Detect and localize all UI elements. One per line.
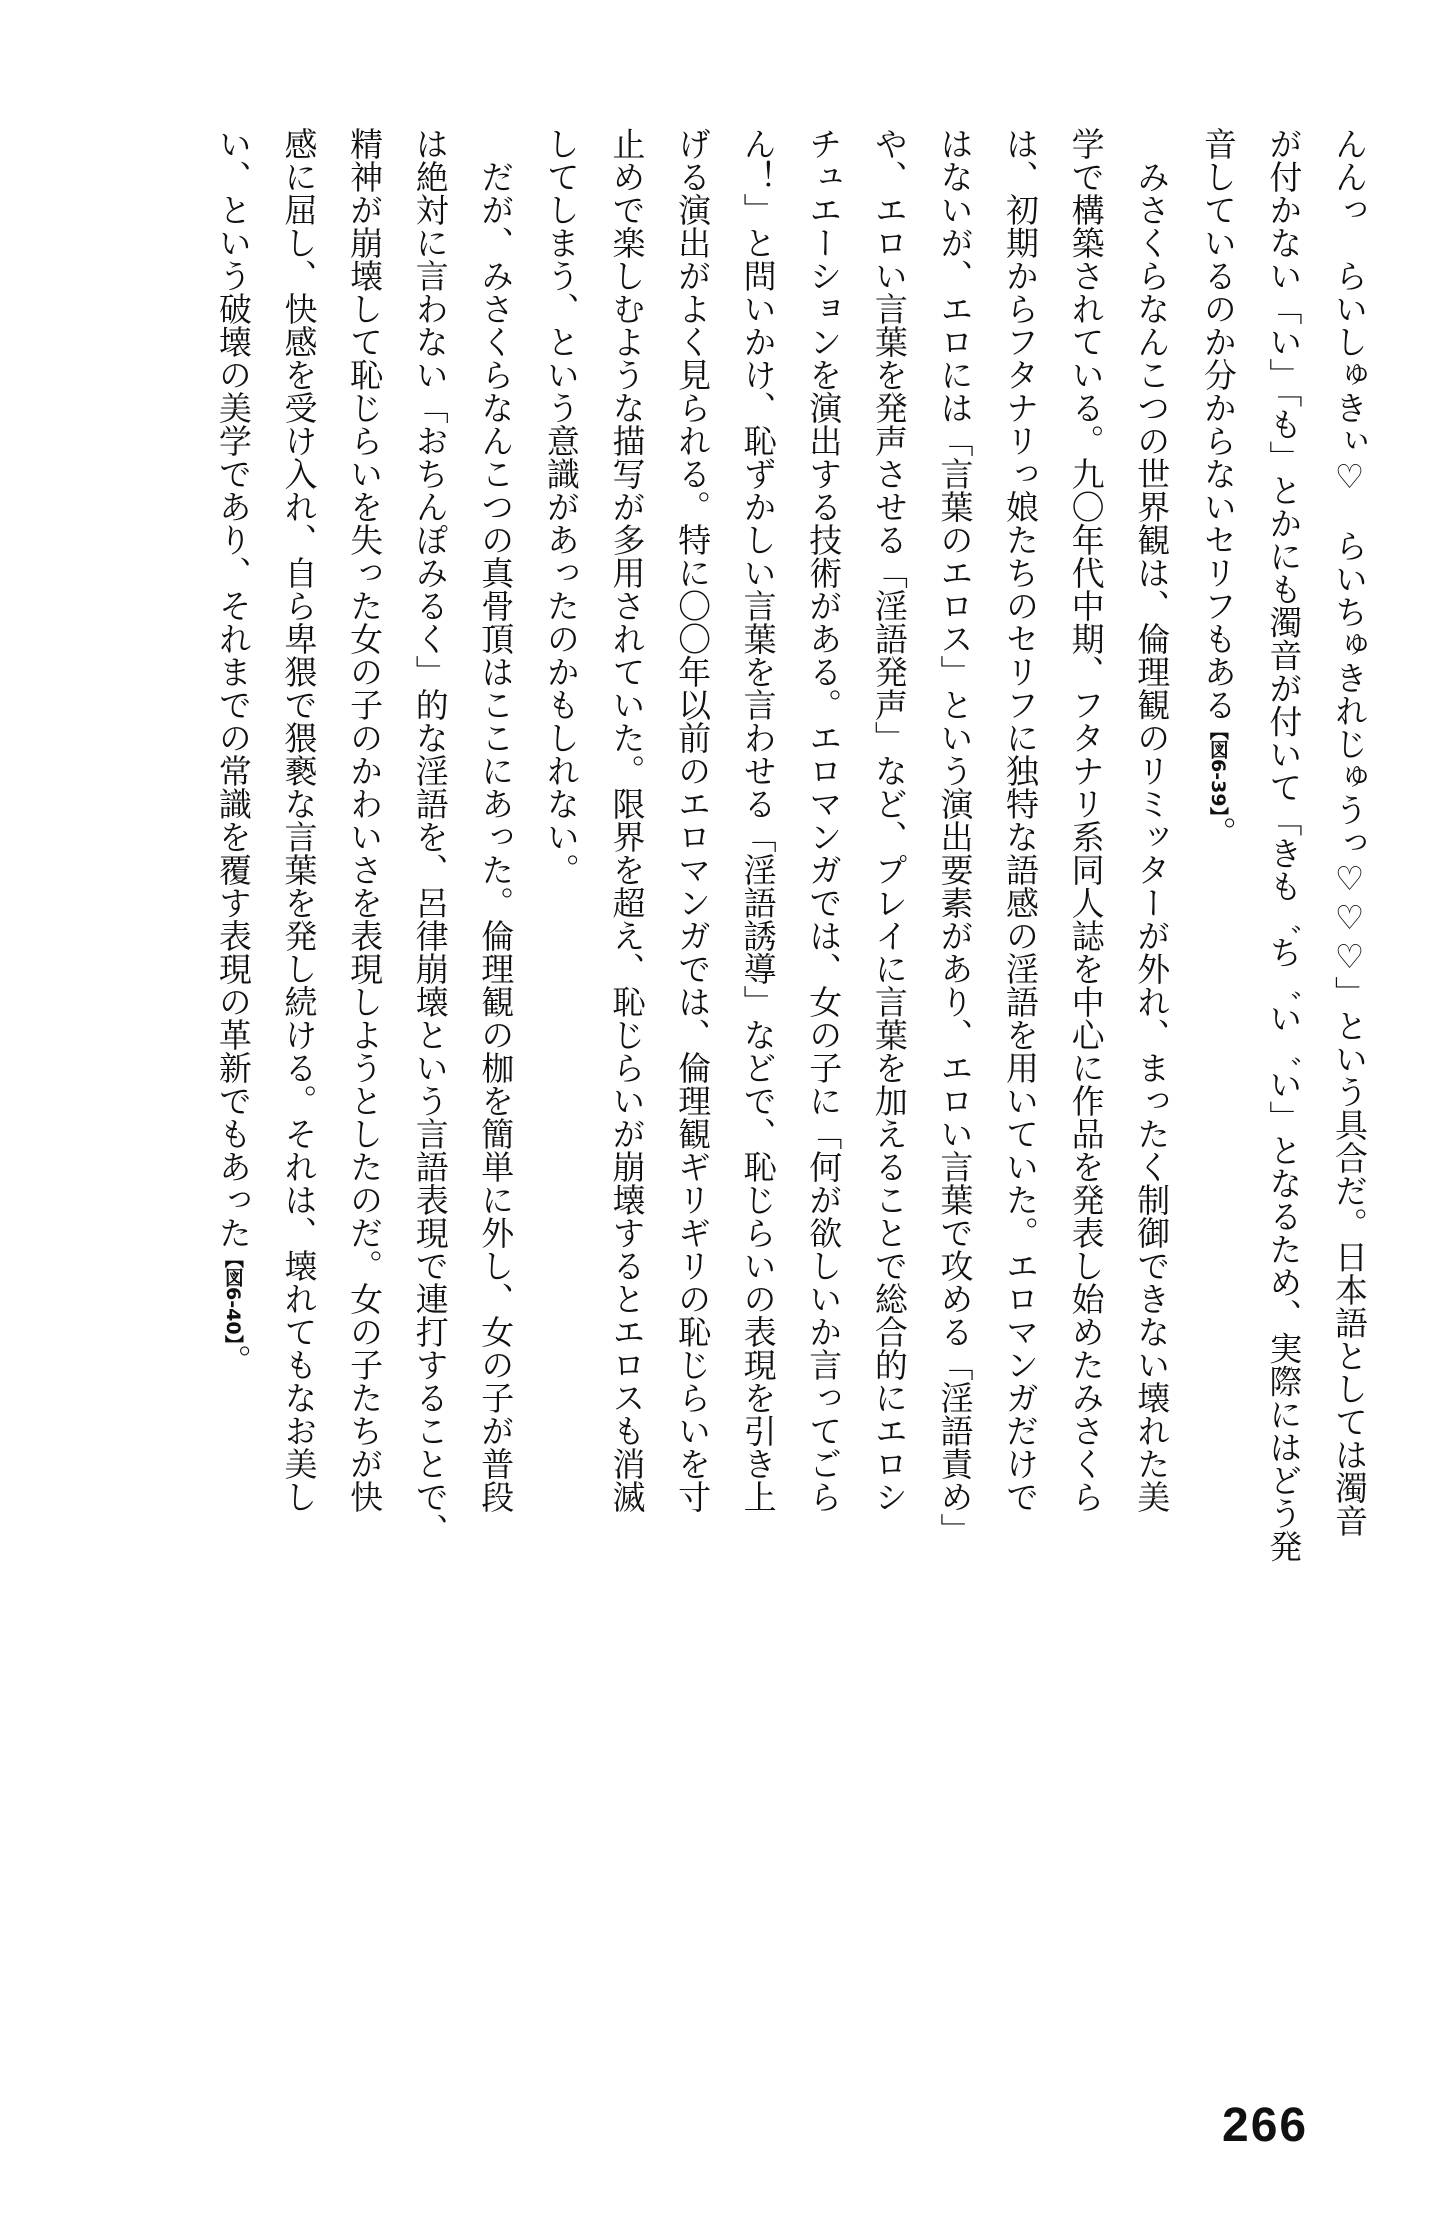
text-line bbox=[1119, 127, 1185, 1513]
line-text: 精神が崩壊して恥じらいを失った女の子のかわいさを表現しようとしたのだ。女の子たちが快 bbox=[345, 127, 385, 1513]
text-line bbox=[1316, 127, 1382, 1537]
figure-reference: 【図6-39】 bbox=[1206, 721, 1229, 817]
line-text: んんっ らいしゅきぃ♡ らいちゅきれじゅうっ♡♡♡」という具合だ。日本語としては濁音 bbox=[1330, 127, 1369, 1537]
line-text: 止めで楽しむような描写が多用されていた。限界を超え、恥じらいが崩壊するとエロスも消滅 bbox=[607, 127, 647, 1513]
line-text: チュエーションを演出する技術がある。エロマンガでは、女の子に「何が欲しいか言ってごら bbox=[804, 127, 844, 1513]
line-text: ん！」と問いかけ、恥ずかしい言葉を言わせる「淫語誘導」などで、恥じらいの表現を引き上 bbox=[738, 127, 778, 1513]
line-text: だが、みさくらなんこつの真骨頂はここにあった。倫理観の枷を簡単に外し、女の子が普段 bbox=[476, 127, 516, 1513]
line-text: げる演出がよく見られる。特に〇〇年以前のエロマンガでは、倫理観ギリギリの恥じらいを寸 bbox=[673, 127, 713, 1513]
text-line bbox=[199, 127, 266, 1457]
text-line bbox=[856, 127, 922, 1513]
line-text: はないが、エロには「言葉のエロス」という演出要素があり、エロい言葉で攻める「淫語責め」 bbox=[935, 127, 975, 1546]
text-line bbox=[987, 127, 1053, 1513]
text-line bbox=[463, 127, 529, 1513]
line-text: 感に屈し、快感を受け入れ、自ら卑猥で猥褻な言葉を発し続ける。それは、壊れてもなお美し bbox=[279, 127, 319, 1513]
line-text: みさくらなんこつの世界観は、倫理観のリミッターが外れ、まったく制御できない壊れた美 bbox=[1132, 127, 1172, 1513]
text-line bbox=[528, 127, 594, 1457]
text-line bbox=[1184, 127, 1251, 1457]
line-text: してしまう、という意識があったのかもしれない。 bbox=[541, 127, 581, 886]
text-line bbox=[922, 127, 988, 1546]
text-line bbox=[397, 127, 463, 1546]
text-line bbox=[725, 127, 791, 1513]
text-line bbox=[594, 127, 660, 1513]
text-line bbox=[266, 127, 332, 1513]
line-text: や、エロい言葉を発声させる「淫語発声」など、プレイに言葉を加えることで総合的にエロシ bbox=[869, 127, 909, 1513]
line-text: 。 bbox=[1198, 816, 1238, 850]
line-text: 音しているのか分からないセリフもある bbox=[1198, 127, 1238, 721]
text-line bbox=[1053, 127, 1119, 1513]
text-line bbox=[659, 127, 725, 1513]
text-line bbox=[332, 127, 398, 1513]
line-text: 学で構築されている。九〇年代中期、フタナリ系同人誌を中心に作品を発表し始めたみさくら bbox=[1066, 127, 1106, 1513]
line-text: は絶対に言わない「おちんぽみるく」的な淫語を、呂律崩壊という言語表現で連打することで、 bbox=[410, 127, 450, 1546]
line-text: い、という破壊の美学であり、それまでの常識を覆す表現の革新でもあった bbox=[213, 127, 253, 1249]
text-line bbox=[1251, 127, 1317, 1563]
body-text bbox=[199, 127, 1382, 1563]
figure-reference: 【図6-40】 bbox=[221, 1249, 244, 1345]
line-text: が付かない「い」「も」とかにも濁音が付いて「きも゛ち゛い゛い」となるため、実際にはどう発 bbox=[1264, 127, 1304, 1563]
line-text: は、初期からフタナリっ娘たちのセリフに独特な語感の淫語を用いていた。エロマンガだけで bbox=[1001, 127, 1041, 1513]
line-text: 。 bbox=[213, 1344, 253, 1378]
page-number: 266 bbox=[1222, 2099, 1309, 2152]
text-line bbox=[791, 127, 857, 1513]
